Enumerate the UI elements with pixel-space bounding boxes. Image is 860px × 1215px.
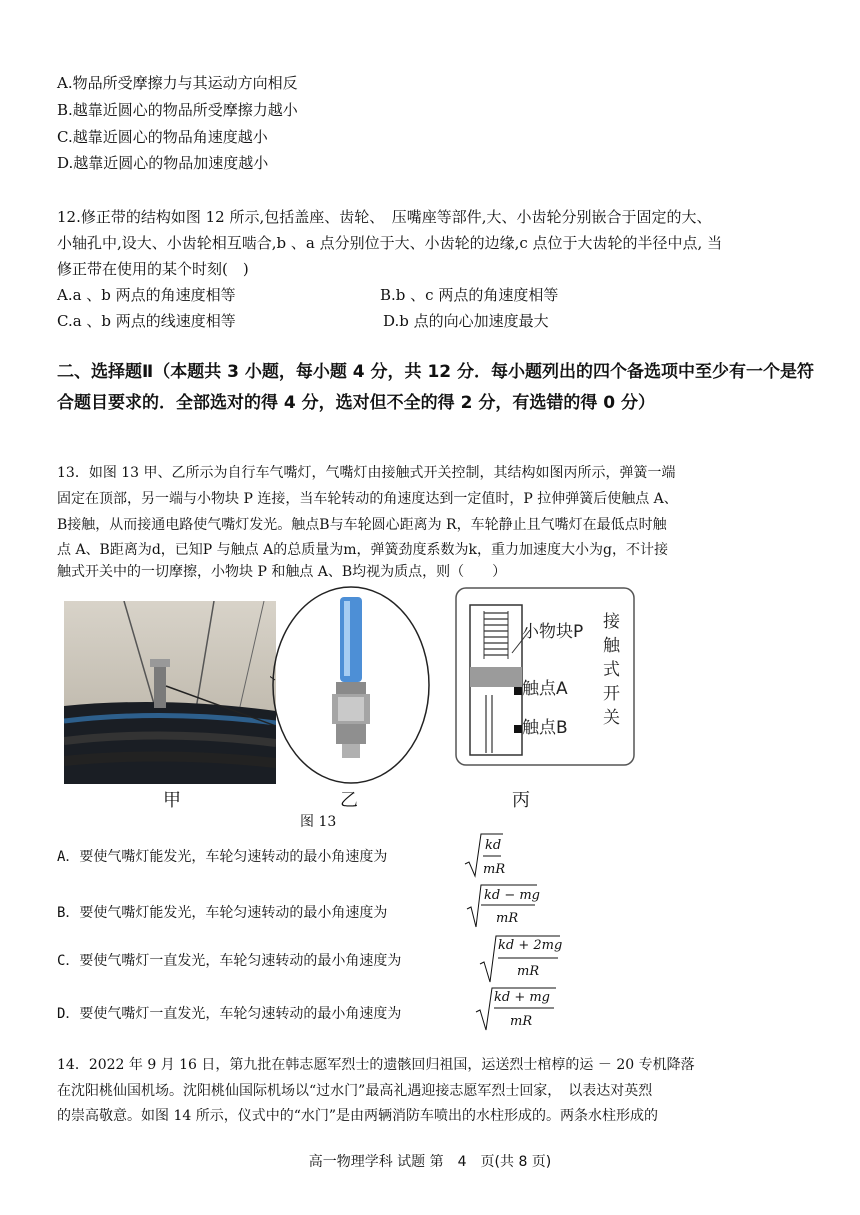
q13-stem-line3: B接触，从而接通电路使气嘴灯发光。触点B与车轮圆心距离为 R，车轮静止且气嘴灯在最低点时触	[57, 517, 667, 533]
bike-wheel-photo	[64, 601, 276, 784]
q13-option-d-text: D．要使气嘴灯一直发光，车轮匀速转动的最小角速度为	[57, 1006, 402, 1022]
q13-option-a-text: A．要使气嘴灯能发光，车轮匀速转动的最小角速度为	[57, 849, 388, 865]
valve-light-and-switch-diagram	[270, 585, 640, 785]
q12-stem-line3: 修正带在使用的某个时刻( )	[57, 260, 249, 278]
q12-option-a: A.a 、b 两点的角速度相等	[57, 286, 236, 304]
option-c-denominator: mR	[517, 964, 540, 979]
switch-label-2: 触	[603, 636, 620, 656]
switch-label-5: 关	[603, 708, 620, 728]
option-c-numerator: kd + 2mg	[498, 938, 563, 953]
q12-option-b: B.b 、c 两点的角速度相等	[380, 286, 559, 304]
q13-option-b-text: B．要使气嘴灯能发光，车轮匀速转动的最小角速度为	[57, 905, 388, 921]
q12-stem-line1: 12.修正带的结构如图 12 所示,包括盖座、齿轮、 压嘴座等部件,大、小齿轮分别嵌合于固定的大、	[57, 208, 712, 226]
option-a-denominator: mR	[483, 862, 506, 877]
q11-option-d: D.越靠近圆心的物品加速度越小	[57, 154, 269, 172]
q11-option-c: C.越靠近圆心的物品角速度越小	[57, 128, 268, 146]
q12-option-d: D.b 点的向心加速度最大	[383, 312, 549, 330]
block-p-label: 小物块P	[522, 622, 584, 642]
q12-stem-line2: 小轴孔中,设大、小齿轮相互啮合,b 、a 点分别位于大、小齿轮的边缘,c 点位于大齿轮的半径中点, 当	[57, 234, 723, 252]
switch-label-4: 开	[603, 684, 620, 704]
q12-option-c: C.a 、b 两点的线速度相等	[57, 312, 236, 330]
q13-stem-line5: 触式开关中的一切摩擦，小物块 P 和触点 A、B均视为质点，则（ ）	[57, 564, 507, 580]
q14-stem-line3: 的崇高敬意。如图 14 所示，仪式中的“水门”是由两辆消防车喷出的水柱形成的。两条水柱形成的	[57, 1108, 659, 1124]
switch-label-1: 接	[603, 612, 620, 632]
q11-option-b: B.越靠近圆心的物品所受摩擦力越小	[57, 101, 298, 119]
contact-b-label: 触点B	[522, 718, 568, 738]
q11-option-a: A.物品所受摩擦力与其运动方向相反	[57, 74, 298, 92]
option-b-denominator: mR	[496, 911, 519, 926]
fig-label-bing: 丙	[512, 790, 530, 811]
bike-wheel-illustration	[64, 601, 276, 784]
switch-label-3: 式	[603, 660, 620, 680]
option-d-denominator: mR	[510, 1014, 533, 1029]
option-d-numerator: kd + mg	[494, 990, 551, 1005]
figure-13-caption: 图 13	[300, 814, 337, 830]
page-footer: 高一物理学科 试题 第 4 页(共 8 页)	[308, 1154, 552, 1170]
fig-label-yi: 乙	[340, 790, 358, 811]
section2-heading: 二、选择题Ⅱ（本题共 3 小题，每小题 4 分，共 12 分．每小题列出的四个备选项中至少有一个是符合题目要求的．全部选对的得 4 分，选对但不全的得 2 分，有选错的得 0 分）	[57, 362, 815, 413]
q13-option-c-text: C．要使气嘴灯一直发光，车轮匀速转动的最小角速度为	[57, 953, 402, 969]
option-b-numerator: kd − mg	[484, 888, 541, 903]
fig-label-jia: 甲	[163, 790, 181, 811]
q14-stem-line2: 在沈阳桃仙国机场。沈阳桃仙国际机场以“过水门”最高礼遇迎接志愿军烈士回家， 以表达对英烈	[57, 1083, 653, 1099]
contact-a-label: 触点A	[522, 679, 568, 699]
q13-stem-line2: 固定在顶部，另一端与小物块 P 连接，当车轮转动的角速度达到一定值时，P 拉伸弹簧后使触点 A、	[57, 491, 678, 507]
q14-stem-line1: 14．2022 年 9 月 16 日，第九批在韩志愿军烈士的遗骸回归祖国，运送烈士棺椁的运 － 20 专机降落	[57, 1057, 695, 1073]
q13-stem-line1: 13．如图 13 甲、乙所示为自行车气嘴灯，气嘴灯由接触式开关控制，其结构如图丙所示，弹簧一端	[57, 465, 676, 481]
q13-stem-line4: 点 A、B距离为d，已知P 与触点 A的总质量为m，弹簧劲度系数为k，重力加速度大小为g，不计接	[57, 542, 668, 558]
option-a-numerator: kd	[485, 838, 502, 853]
